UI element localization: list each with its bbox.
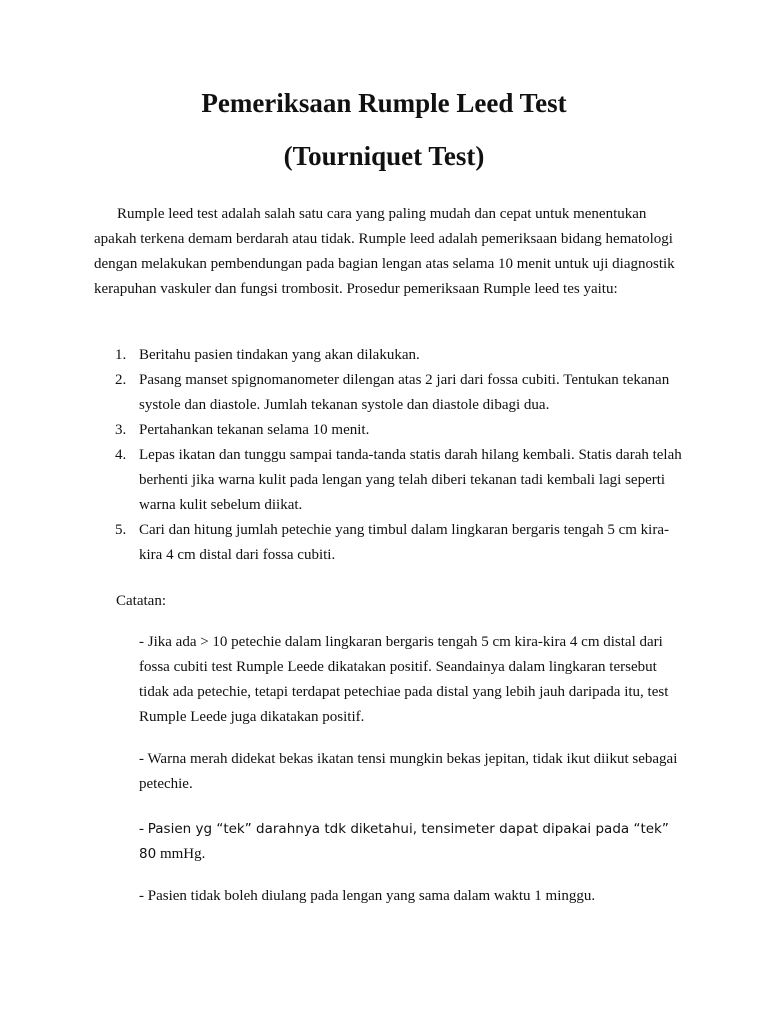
list-item-text: Pasang manset spignomanometer dilengan atas 2 jari dari fossa cubiti. Tentukan tekanan systole dan diastole. Jumlah tekanan systole dan diastole dibagi dua.: [139, 372, 670, 413]
list-item: [94, 518, 684, 568]
note-item: - Warna merah didekat bekas ikatan tensi mungkin bekas jepitan, tidak ikut diikut sebagai petechie.: [139, 751, 678, 792]
list-item: [94, 368, 684, 418]
list-item-number: 3.: [115, 422, 127, 438]
page-subtitle: (Tourniquet Test): [283, 141, 485, 171]
list-item: [94, 443, 684, 518]
note-text-alt-font: Pasien yg “tek” darahnya tdk diketahui, tensimeter dapat dipakai pada “tek” 80: [139, 821, 669, 862]
list-item-text: Lepas ikatan dan tunggu sampai tanda-tanda statis darah hilang kembali. Statis darah telah berhenti jika warna kulit pada lengan yang telah diberi tekanan tadi kembali lagi seperti warna kulit sebelum diikat.: [139, 447, 682, 513]
page-title: Pemeriksaan Rumple Leed Test: [201, 88, 567, 118]
intro-paragraph: Rumple leed test adalah salah satu cara yang paling mudah dan cepat untuk menentukan apakah terkena demam berdarah atau tidak. Rumple leed adalah pemeriksaan bidang hematologi dengan melakukan pembendungan pada bagian lengan atas selama 10 menit untuk uji diagnostik kerapuhan vaskuler dan fungsi trombosit. Prosedur pemeriksaan Rumple leed tes yaitu:: [94, 206, 675, 297]
list-item-number: 2.: [115, 372, 127, 388]
note-item: - Jika ada > 10 petechie dalam lingkaran bergaris tengah 5 cm kira-kira 4 cm distal dari fossa cubiti test Rumple Leede dikatakan positif. Seandainya dalam lingkaran tersebut tidak ada petechie, tetapi terdapat petechiae pada distal yang lebih jauh daripada itu, test Rumple Leede juga dikatakan positif.: [139, 634, 669, 725]
procedure-list: [94, 343, 684, 568]
list-item: [94, 418, 684, 443]
list-item-number: 5.: [115, 522, 127, 538]
list-item: [94, 343, 684, 368]
note-item: [139, 817, 684, 867]
note-item: - Pasien tidak boleh diulang pada lengan yang sama dalam waktu 1 minggu.: [139, 888, 596, 904]
list-item-text: Beritahu pasien tindakan yang akan dilakukan.: [139, 347, 420, 363]
list-item-number: 4.: [115, 447, 127, 463]
list-item-text: Cari dan hitung jumlah petechie yang timbul dalam lingkaran bergaris tengah 5 cm kira-kira 4 cm distal dari fossa cubiti.: [139, 522, 669, 563]
note-text: mmHg.: [156, 846, 206, 862]
list-item-text: Pertahankan tekanan selama 10 menit.: [139, 422, 370, 438]
note-prefix: -: [139, 821, 148, 837]
notes-heading: Catatan:: [116, 593, 166, 609]
list-item-number: 1.: [115, 347, 127, 363]
